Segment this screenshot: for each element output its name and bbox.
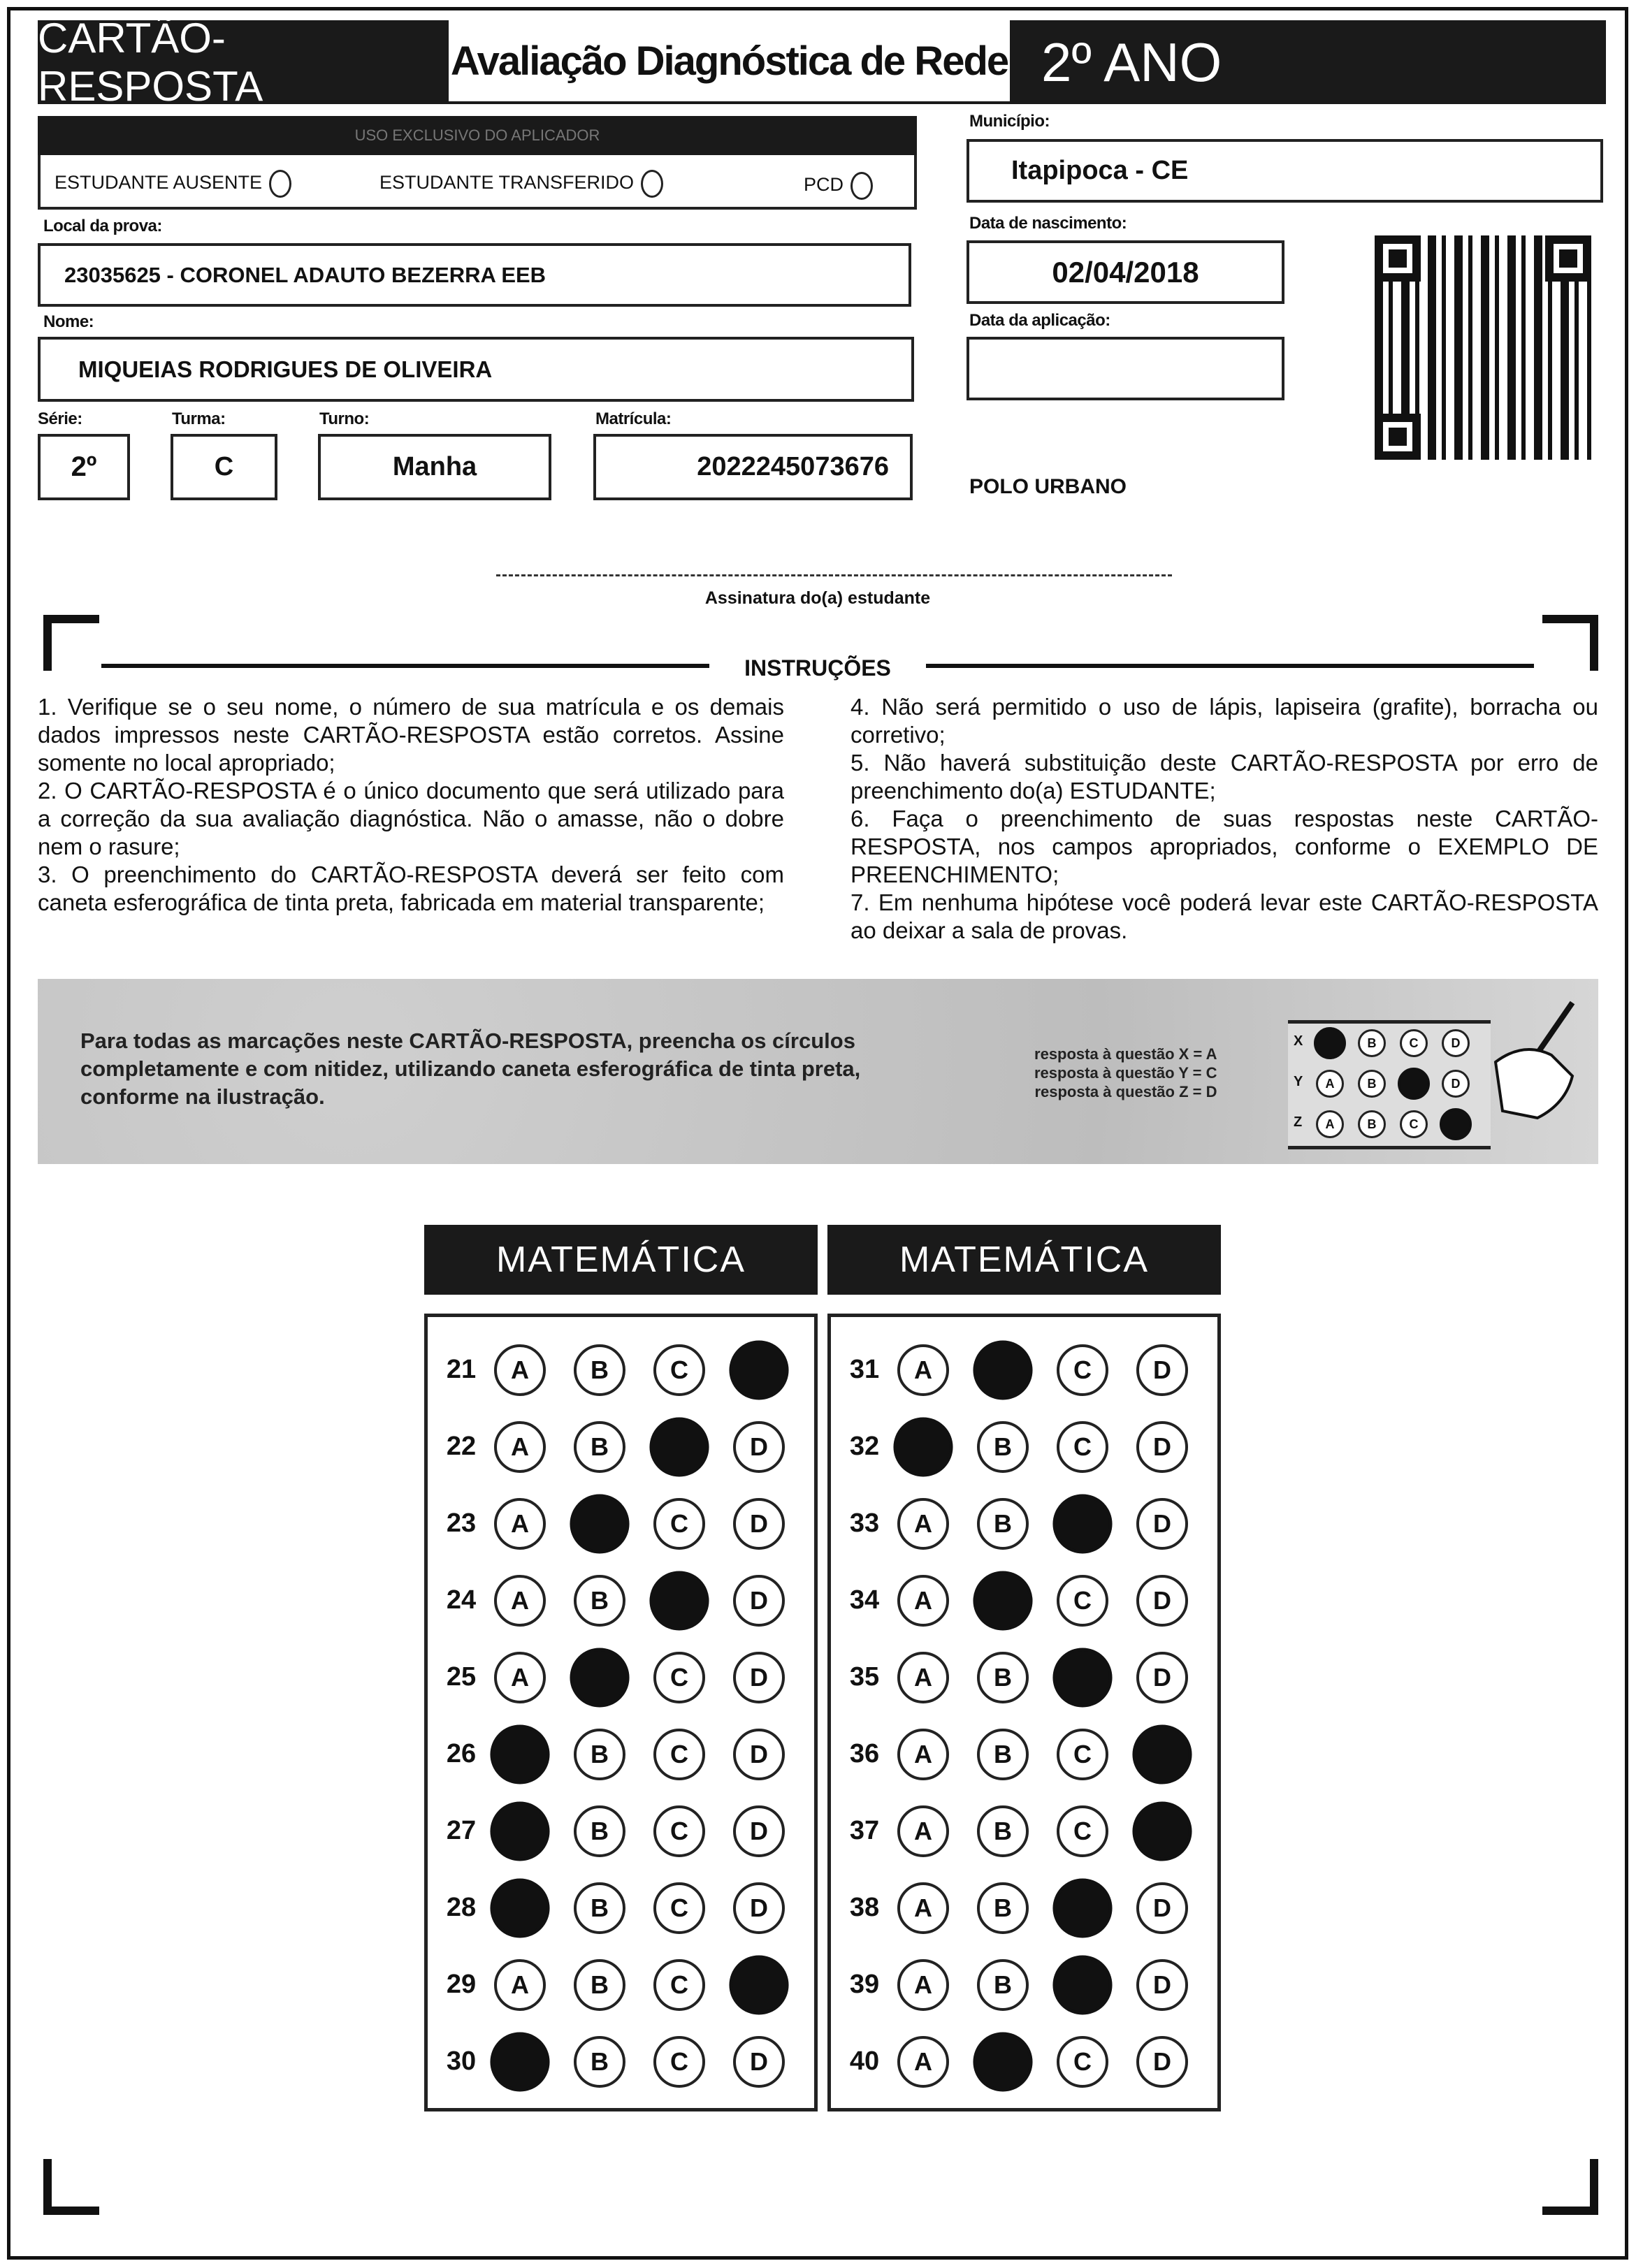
answer-bubble-b[interactable]: B [977,1729,1029,1780]
option-absent-label: ESTUDANTE AUSENTE [55,172,263,194]
name-label: Nome: [43,312,94,331]
answer-bubble-d[interactable] [729,1955,788,2014]
answer-bubble-b[interactable]: B [977,1421,1029,1473]
answer-bubble-c[interactable]: C [1057,1805,1108,1857]
option-pcd-label: PCD [804,174,844,196]
applicator-title: USO EXCLUSIVO DO APLICADOR [38,116,917,155]
turma-label: Turma: [172,409,226,428]
answer-bubble-a[interactable]: A [897,1959,949,2011]
fill-example-grid [1288,1020,1491,1149]
legend-x: resposta à questão X = A [1034,1045,1217,1063]
answer-bubble-a[interactable]: A [897,1882,949,1934]
answer-bubble-c[interactable]: C [1057,1575,1108,1627]
answer-bubble-a[interactable] [490,1878,549,1938]
answer-bubble-b[interactable]: B [574,1344,625,1396]
matricula-label: Matrícula: [595,409,672,428]
example-bubble: A [1316,1070,1344,1098]
answer-bubble-a[interactable]: A [494,1575,546,1627]
answer-bubble-c[interactable]: C [1057,2036,1108,2088]
instructions-title: INSTRUÇÕES [744,655,891,681]
answer-bubble-b[interactable]: B [574,1421,625,1473]
turma-field: C [171,434,277,500]
option-transferred[interactable] [379,170,663,198]
answer-bubble-a[interactable] [490,1724,549,1784]
answer-bubble-c[interactable]: C [1057,1344,1108,1396]
answer-bubble-b[interactable] [973,1340,1032,1400]
answer-bubble-d[interactable]: D [733,2036,785,2088]
question-number: 24 [446,1585,477,1615]
answer-bubble-a[interactable] [490,2032,549,2091]
divider [926,664,1534,668]
example-bubble: C [1400,1110,1428,1138]
assessment-title: Avaliação Diagnóstica de Rede [449,20,1010,101]
answer-bubble-b[interactable] [973,2032,1032,2091]
answer-bubble-c[interactable]: C [653,1805,705,1857]
example-bubble: D [1442,1029,1470,1057]
corner-mark-tr [1590,615,1598,671]
answer-bubble-d[interactable] [1132,1801,1192,1861]
corner-mark-tl [43,615,99,623]
local-label: Local da prova: [43,217,162,235]
birthdate-field: 02/04/2018 [967,240,1284,304]
answer-bubble-a[interactable] [490,1801,549,1861]
question-number: 25 [446,1662,477,1692]
example-bubble: D [1442,1070,1470,1098]
corner-mark-br [1542,2207,1598,2215]
answer-bubble-d[interactable]: D [733,1575,785,1627]
answer-bubble-b[interactable]: B [977,1882,1029,1934]
question-number: 34 [849,1585,880,1615]
answer-bubble-b[interactable] [570,1648,629,1707]
hand-pen-icon [1482,999,1586,1139]
question-number: 33 [849,1509,880,1538]
answer-bubble-a[interactable]: A [494,1421,546,1473]
option-pcd[interactable] [804,172,873,200]
answer-bubble-a[interactable]: A [897,1344,949,1396]
matricula-field: 2022245073676 [593,434,913,500]
answer-bubble-d[interactable]: D [1136,1959,1188,2011]
example-bubble [1440,1108,1472,1140]
answer-bubble-d[interactable]: D [733,1882,785,1934]
pcd-bubble[interactable] [850,172,873,200]
question-number: 37 [849,1816,880,1845]
birthdate-label: Data de nascimento: [969,214,1127,233]
answer-bubble-c[interactable]: C [653,1498,705,1550]
answer-bubble-a[interactable]: A [897,1805,949,1857]
qr-finder [1375,414,1421,460]
example-bubble: B [1358,1110,1386,1138]
question-number: 27 [446,1816,477,1845]
answer-bubble-b[interactable]: B [574,1729,625,1780]
answer-bubble-d[interactable] [1132,1724,1192,1784]
question-number: 28 [446,1893,477,1922]
card-label: CARTÃO-RESPOSTA [38,15,263,110]
answer-bubble-c[interactable]: C [653,2036,705,2088]
transferred-bubble[interactable] [641,170,663,198]
qr-code [1375,235,1591,460]
absent-bubble[interactable] [269,170,291,198]
municipio-field: Itapipoca - CE [967,139,1603,203]
instructions-right: 4. Não será permitido o uso de lápis, lapiseira (grafite), borracha ou corretivo; 5. Não haverá substituição deste CARTÃO-RESPOSTA por erro de preenchimento do(a) ESTUDANTE; 6. Faça o preenchimento de suas respostas neste CARTÃO-RESPOSTA, nos campos apropriados, conforme o EXEMPLO DE PREENCHIMENTO; 7. Em nenhuma hipótese você poderá levar este CARTÃO-RESPOSTA ao deixar a sala de provas. [850,694,1598,943]
answer-bubble-d[interactable]: D [733,1498,785,1550]
question-number: 39 [849,1970,880,1999]
local-field: 23035625 - CORONEL ADAUTO BEZERRA EEB [38,243,911,307]
corner-mark-bl [43,2207,99,2215]
question-number: 31 [849,1355,880,1384]
corner-mark-tl [43,615,52,671]
option-transferred-label: ESTUDANTE TRANSFERIDO [379,172,635,194]
answer-bubble-a[interactable]: A [494,1498,546,1550]
answer-bubble-d[interactable]: D [733,1652,785,1703]
example-row-label: Z [1294,1114,1303,1130]
serie-field: 2º [38,434,130,500]
answer-bubble-d[interactable]: D [1136,1498,1188,1550]
answer-bubble-c[interactable] [1052,1878,1112,1938]
answer-bubble-b[interactable]: B [977,1652,1029,1703]
question-number: 23 [446,1509,477,1538]
answer-bubble-d[interactable]: D [733,1805,785,1857]
answer-bubble-a[interactable]: A [897,1498,949,1550]
signature-label: Assinatura do(a) estudante [704,588,931,608]
qr-finder [1375,235,1421,282]
serie-label: Série: [38,409,82,428]
answer-bubble-a[interactable]: A [897,1575,949,1627]
legend-y: resposta à questão Y = C [1034,1064,1217,1082]
answer-bubble-c[interactable]: C [653,1882,705,1934]
answer-bubble-b[interactable]: B [977,1959,1029,2011]
option-absent[interactable] [55,170,291,198]
answer-bubble-d[interactable] [729,1340,788,1400]
answer-bubble-c[interactable]: C [653,1652,705,1703]
answer-bubble-c[interactable]: C [1057,1421,1108,1473]
answer-bubble-c[interactable] [1052,1955,1112,2014]
polo-label: POLO URBANO [969,475,1127,498]
answer-bubble-c[interactable]: C [653,1344,705,1396]
answer-bubble-d[interactable]: D [733,1729,785,1780]
answer-bubble-d[interactable]: D [1136,1344,1188,1396]
answer-bubble-b[interactable]: B [977,1498,1029,1550]
answer-bubble-a[interactable]: A [494,1652,546,1703]
application-date-field [967,337,1284,400]
question-number: 40 [849,2047,880,2076]
answer-bubble-b[interactable]: B [977,1805,1029,1857]
question-number: 32 [849,1432,880,1461]
question-number: 21 [446,1355,477,1384]
legend-z: resposta à questão Z = D [1034,1083,1217,1100]
answer-bubble-c[interactable] [649,1571,709,1630]
answer-bubble-b[interactable]: B [574,1882,625,1934]
answer-grid [424,1314,818,2111]
answer-bubble-c[interactable] [1052,1648,1112,1707]
divider [101,664,709,668]
section-header: MATEMÁTICA [424,1225,818,1295]
answer-bubble-b[interactable] [973,1571,1032,1630]
example-row-label: Y [1294,1074,1303,1089]
example-bubble [1398,1068,1430,1100]
fill-example-legend [1034,1045,1217,1101]
answer-bubble-d[interactable]: D [1136,1575,1188,1627]
grade-label: 2º ANO [1041,31,1222,93]
answer-bubble-a[interactable]: A [494,1959,546,2011]
instructions-left: 1. Verifique se o seu nome, o número de sua matrícula e os demais dados impressos neste CARTÃO-RESPOSTA estão corretos. Assine somente no local apropriado; 2. O CARTÃO-RESPOSTA é o único documento que será utilizado para a correção da sua avaliação diagnóstica. Não o amasse, não o dobre nem o rasure; 3. O preenchimento do CARTÃO-RESPOSTA deverá ser feito com caneta esferográfica de tinta preta, fabricada em material transparente; [38,694,784,915]
question-number: 35 [849,1662,880,1692]
answer-bubble-a[interactable] [893,1417,953,1476]
question-number: 22 [446,1432,477,1461]
answer-bubble-c[interactable]: C [653,1729,705,1780]
question-number: 30 [446,2047,477,2076]
question-number: 38 [849,1893,880,1922]
municipio-label: Município: [969,112,1050,131]
example-bubble: C [1400,1029,1428,1057]
example-bubble [1314,1027,1346,1059]
answer-bubble-b[interactable]: B [574,2036,625,2088]
qr-finder [1545,235,1591,282]
answer-bubble-d[interactable]: D [1136,2036,1188,2088]
answer-bubble-a[interactable]: A [897,1652,949,1703]
question-number: 29 [446,1970,477,1999]
answer-bubble-d[interactable]: D [1136,1421,1188,1473]
answer-bubble-b[interactable]: B [574,1805,625,1857]
section-header: MATEMÁTICA [827,1225,1221,1295]
signature-line[interactable] [496,574,1172,576]
answer-bubble-a[interactable]: A [897,1729,949,1780]
turno-field: Manha [318,434,551,500]
fill-example-text: Para todas as marcações neste CARTÃO-RESPOSTA, preencha os círculos completamente e com nitidez, utilizando caneta esferográfica de tinta preta, conforme na ilustração. [80,1028,861,1109]
example-bubble: B [1358,1029,1386,1057]
answer-bubble-d[interactable]: D [1136,1882,1188,1934]
answer-bubble-c[interactable]: C [653,1959,705,2011]
answer-bubble-d[interactable]: D [1136,1652,1188,1703]
name-field: MIQUEIAS RODRIGUES DE OLIVEIRA [38,337,914,402]
answer-bubble-c[interactable] [649,1417,709,1476]
question-number: 26 [446,1739,477,1768]
answer-bubble-c[interactable]: C [1057,1729,1108,1780]
application-date-label: Data da aplicação: [969,311,1110,330]
turno-label: Turno: [319,409,370,428]
answer-bubble-c[interactable] [1052,1494,1112,1553]
answer-grid [827,1314,1221,2111]
answer-bubble-d[interactable]: D [733,1421,785,1473]
answer-bubble-b[interactable]: B [574,1575,625,1627]
answer-bubble-a[interactable]: A [897,2036,949,2088]
answer-bubble-b[interactable]: B [574,1959,625,2011]
answer-bubble-b[interactable] [570,1494,629,1553]
question-number: 36 [849,1739,880,1768]
example-bubble: B [1358,1070,1386,1098]
answer-bubble-a[interactable]: A [494,1344,546,1396]
example-row-label: X [1294,1033,1303,1049]
example-bubble: A [1316,1110,1344,1138]
